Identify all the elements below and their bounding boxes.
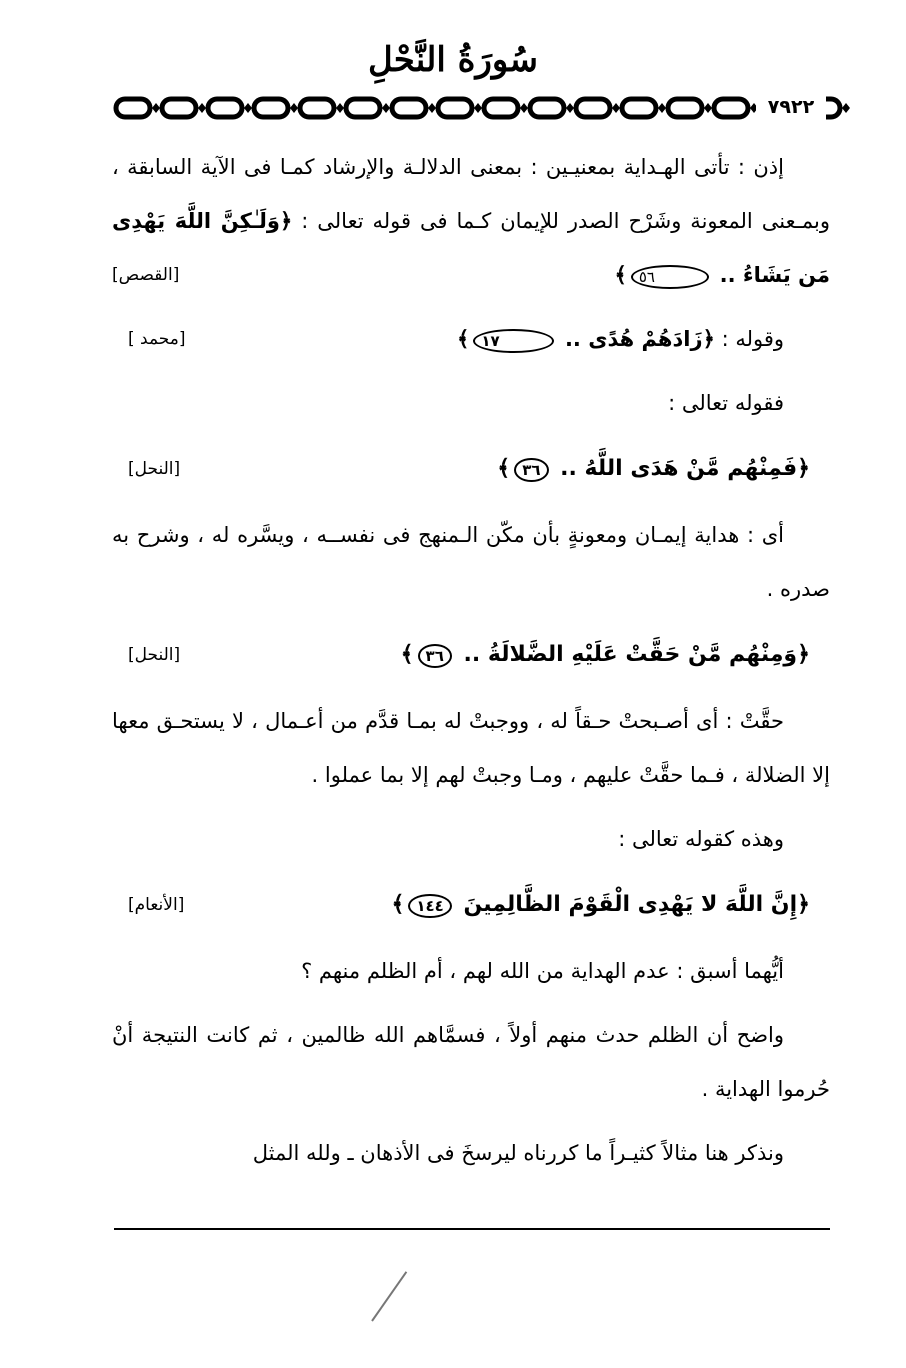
surah-title: سُورَةُ النَّحْلِ [368, 40, 538, 80]
verse-number: ٥٦ [631, 265, 709, 289]
ornament-diamond [290, 103, 298, 113]
ornament-diamond [152, 103, 160, 113]
ornament-diamond [566, 103, 574, 113]
ornament-link [668, 99, 702, 117]
ornament-link [254, 99, 288, 117]
verse-number: ١٧ [473, 329, 553, 353]
ornament-diamond [428, 103, 436, 113]
paragraph-text: إذن : تأتى الهـداية بمعنيـين : بمعنى الدلالـة والإرشاد كمـا فى الآية السابقة ، وبمـعنى المعونة وشَرْح الصدر للإيمان كـما فى قوله تعالى : [112, 155, 830, 233]
verse-number: ١٤٤ [408, 894, 451, 918]
ornament-diamond [612, 103, 620, 113]
verse-number: ٣٦ [514, 458, 548, 482]
ornament-diamond [704, 103, 712, 113]
verse-text: فَمِنْهُم مَّنْ هَدَى اللَّهُ .. [560, 456, 798, 481]
verse-text: إِنَّ اللَّهَ لا يَهْدِى الْقَوْمَ الظَّالِمِينَ [463, 892, 798, 917]
verse-reference: [النحل] [128, 459, 181, 479]
paragraph [112, 140, 830, 302]
ornament-diamond [520, 103, 528, 113]
ornament-diamond [244, 103, 252, 113]
ornament-diamond [658, 103, 666, 113]
paragraph: أى : هداية إيمـان ومعونةٍ بأن مكّن الـمنهج فى نفســه ، ويسَّره له ، وشرح به صدره . [112, 523, 830, 601]
ornament-diamond [336, 103, 344, 113]
paragraph [112, 312, 830, 366]
paragraph: ونذكر هنا مثالاً كثيـراً ما كررناه ليرسخَ فى الأذهان ـ ولله المثل [252, 1141, 784, 1165]
brace-close: ﴾ [391, 892, 405, 917]
ornament-link [576, 99, 610, 117]
brace-close: ﴾ [614, 263, 627, 287]
paragraph: أيُّهما أسبق : عدم الهداية من الله لهم ، أم الظلم منهم ؟ [301, 959, 784, 983]
paragraph: فقوله تعالى : [668, 391, 784, 415]
brace-open: ﴿ [797, 642, 810, 667]
ornament-link [392, 99, 426, 117]
paragraph: واضح أن الظلم حدث منهم أولاً ، فسمَّاهم الله ظالمين ، ثم كانت النتيجة أنْ حُرموا الهداية . [112, 1023, 830, 1101]
ornament-diamond [474, 103, 482, 113]
verse-text: وَلَـٰكِنَّ اللَّهَ يَهْدِى مَن يَشَاءُ .. [112, 209, 830, 287]
verse-line [112, 628, 830, 682]
ornament-link [300, 99, 334, 117]
verse-line [112, 878, 830, 932]
ornament-link [622, 99, 656, 117]
verse-reference: [الأنعام] [128, 895, 185, 915]
ornament-link [530, 99, 564, 117]
brace-open: ﴿ [797, 892, 810, 917]
page-text [112, 140, 830, 1180]
ornament-link [714, 99, 748, 117]
verse-number: ٣٦ [418, 644, 452, 668]
verse-reference: [النحل] [128, 645, 181, 665]
ornament-border [112, 94, 860, 122]
verse-reference: [القصص] [112, 265, 180, 285]
verse-text: وَمِنْهُم مَّنْ حَقَّتْ عَلَيْهِ الضَّلالَةُ .. [463, 642, 798, 667]
brace-open: ﴿ [702, 327, 715, 351]
ornament-link [208, 99, 242, 117]
scan-mark [371, 1271, 407, 1321]
paragraph: وهذه كقوله تعالى : [618, 827, 784, 851]
ornament-diamond [382, 103, 390, 113]
brace-open: ﴿ [797, 456, 810, 481]
ornament-link [116, 99, 150, 117]
footer-rule [114, 1228, 830, 1230]
ornament-diamond [198, 103, 206, 113]
page-number: ٧٩٢٢ [756, 93, 826, 121]
brace-close: ﴾ [457, 327, 470, 351]
verse-text: زَادَهُمْ هُدًى .. [564, 327, 703, 351]
verse-reference: [محمد ] [128, 329, 186, 349]
ornament-diamond [842, 103, 850, 113]
ornament-link [484, 99, 518, 117]
paragraph: حقَّتْ : أى أصـبحتْ حـقاً له ، ووجبتْ له بمـا قدَّم من أعـمال ، لا يستحـق معها إلا الضلالة ، فـما حقَّتْ عليهم ، ومـا وجبتْ لهم إلا بما عملوا . [112, 709, 830, 787]
paragraph-text: وقوله : [721, 327, 784, 351]
brace-close: ﴾ [497, 456, 511, 481]
brace-close: ﴾ [400, 642, 414, 667]
ornament-link [438, 99, 472, 117]
brace-open: ﴿ [279, 209, 293, 233]
verse-line [112, 442, 830, 496]
ornament-link [346, 99, 380, 117]
ornament-link [162, 99, 196, 117]
